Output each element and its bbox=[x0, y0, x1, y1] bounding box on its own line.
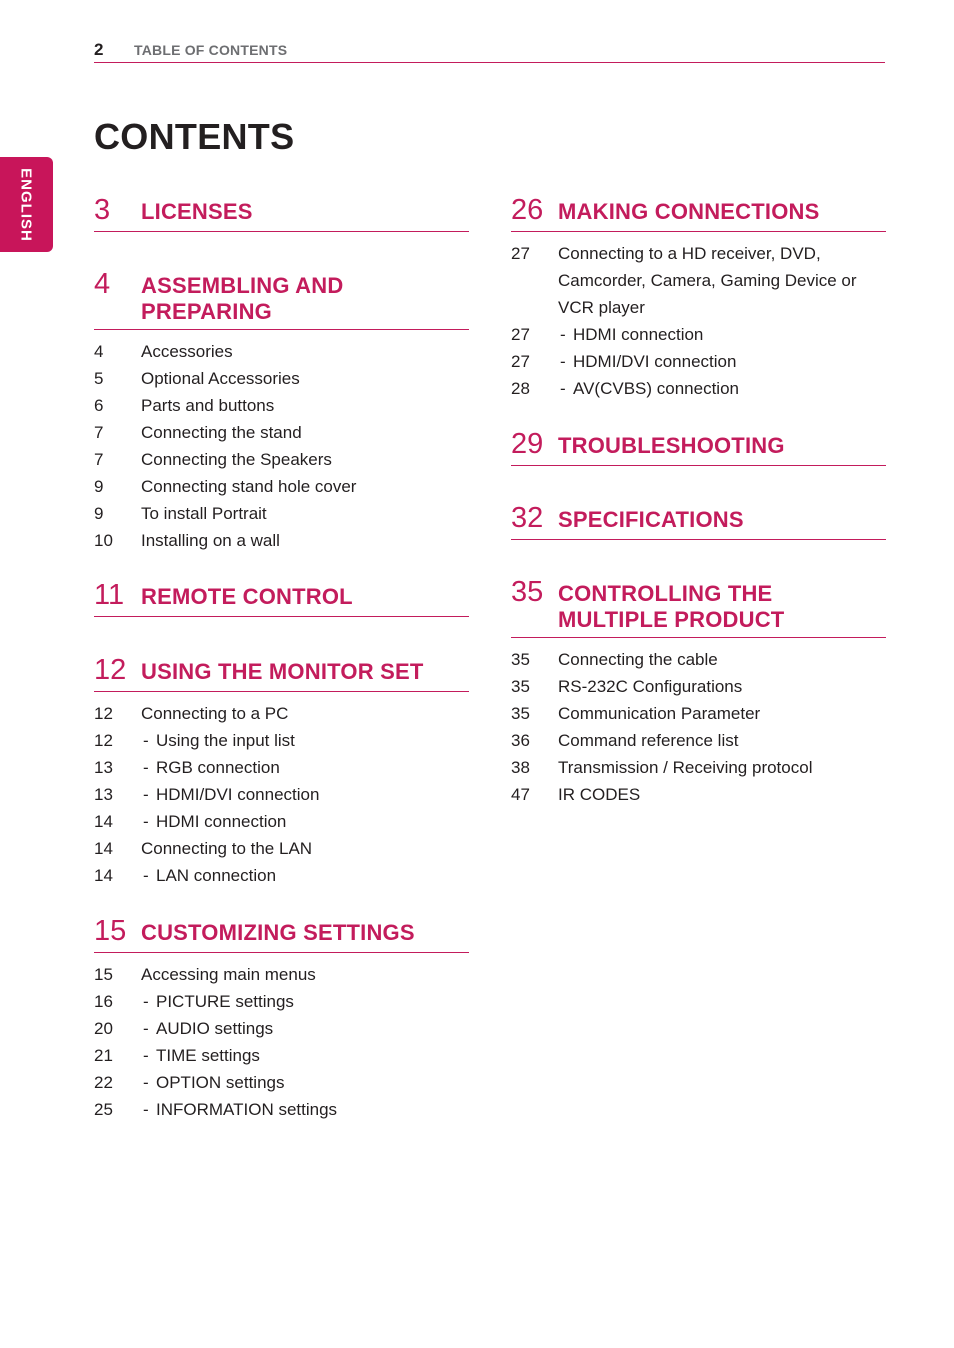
toc-subitem[interactable] bbox=[94, 1042, 469, 1069]
section-heading[interactable] bbox=[511, 193, 886, 232]
toc-item[interactable] bbox=[94, 392, 469, 419]
toc-subitem[interactable] bbox=[94, 1096, 469, 1123]
item-text: Command reference list bbox=[558, 731, 739, 750]
bullet-dash: - bbox=[560, 352, 566, 371]
header-title: TABLE OF CONTENTS bbox=[134, 42, 288, 58]
item-page: 6 bbox=[94, 396, 104, 415]
toc-item[interactable] bbox=[511, 240, 886, 321]
toc-subitem[interactable] bbox=[94, 1015, 469, 1042]
bullet-dash: - bbox=[143, 1100, 149, 1119]
item-page: 35 bbox=[511, 704, 530, 723]
section-number: 35 bbox=[511, 576, 544, 608]
item-page: 35 bbox=[511, 677, 530, 696]
toc-section bbox=[94, 578, 469, 617]
toc-section bbox=[94, 914, 469, 1123]
item-page: 35 bbox=[511, 650, 530, 669]
item-page: 5 bbox=[94, 369, 104, 388]
section-heading[interactable] bbox=[511, 427, 886, 466]
toc-item[interactable] bbox=[511, 700, 886, 727]
toc-subitem[interactable] bbox=[94, 862, 469, 889]
item-text: Connecting to a HD receiver, DVD, Camcorder, Camera, Gaming Device or VCR player bbox=[558, 244, 857, 317]
item-page: 25 bbox=[94, 1100, 113, 1119]
item-page: 27 bbox=[511, 352, 530, 371]
toc-right-column bbox=[511, 193, 886, 828]
section-number: 11 bbox=[94, 579, 125, 611]
section-heading[interactable] bbox=[94, 193, 469, 232]
item-text: TIME settings bbox=[156, 1046, 260, 1065]
section-items bbox=[94, 700, 469, 889]
toc-item[interactable] bbox=[94, 365, 469, 392]
item-page: 21 bbox=[94, 1046, 113, 1065]
item-text: HDMI connection bbox=[573, 325, 704, 344]
toc-section bbox=[94, 193, 469, 232]
item-text: To install Portrait bbox=[141, 504, 267, 523]
item-text: INFORMATION settings bbox=[156, 1100, 338, 1119]
item-page: 36 bbox=[511, 731, 530, 750]
toc-subitem[interactable] bbox=[511, 321, 886, 348]
item-text: AV(CVBS) connection bbox=[573, 379, 739, 398]
section-title: TROUBLESHOOTING bbox=[558, 433, 785, 458]
item-page: 12 bbox=[94, 704, 113, 723]
item-text: PICTURE settings bbox=[156, 992, 294, 1011]
toc-item[interactable] bbox=[511, 781, 886, 808]
item-text: Accessing main menus bbox=[141, 965, 316, 984]
item-text: Connecting the stand bbox=[141, 423, 302, 442]
section-items bbox=[94, 338, 469, 554]
toc-item[interactable] bbox=[94, 700, 469, 727]
item-page: 15 bbox=[94, 965, 113, 984]
item-text: LAN connection bbox=[156, 866, 277, 885]
toc-item[interactable] bbox=[94, 419, 469, 446]
section-items bbox=[511, 646, 886, 808]
toc-subitem[interactable] bbox=[94, 781, 469, 808]
section-number: 4 bbox=[94, 268, 111, 300]
item-text: RS-232C Configurations bbox=[558, 677, 743, 696]
bullet-dash: - bbox=[143, 731, 149, 750]
toc-item[interactable] bbox=[511, 673, 886, 700]
item-text: Connecting the Speakers bbox=[141, 450, 332, 469]
section-title: LICENSES bbox=[141, 199, 253, 224]
item-text: Transmission / Receiving protocol bbox=[558, 758, 813, 777]
language-tab-label: ENGLISH bbox=[17, 168, 35, 242]
toc-subitem[interactable] bbox=[94, 754, 469, 781]
section-heading[interactable] bbox=[94, 578, 469, 617]
item-page: 7 bbox=[94, 450, 104, 469]
item-page: 38 bbox=[511, 758, 530, 777]
section-number: 29 bbox=[511, 428, 544, 460]
item-page: 9 bbox=[94, 504, 104, 523]
bullet-dash: - bbox=[143, 1046, 149, 1065]
toc-item[interactable] bbox=[94, 500, 469, 527]
item-text: HDMI/DVI connection bbox=[156, 785, 320, 804]
bullet-dash: - bbox=[143, 866, 149, 885]
toc-subitem[interactable] bbox=[94, 808, 469, 835]
item-text: Accessories bbox=[141, 342, 233, 361]
bullet-dash: - bbox=[143, 1019, 149, 1038]
item-page: 47 bbox=[511, 785, 530, 804]
section-heading[interactable] bbox=[94, 914, 469, 953]
toc-item[interactable] bbox=[94, 473, 469, 500]
section-heading[interactable] bbox=[94, 267, 469, 330]
bullet-dash: - bbox=[560, 379, 566, 398]
item-page: 20 bbox=[94, 1019, 113, 1038]
bullet-dash: - bbox=[143, 812, 149, 831]
page-title: CONTENTS bbox=[94, 116, 295, 157]
toc-section bbox=[511, 501, 886, 540]
toc-item[interactable] bbox=[94, 446, 469, 473]
page-number: 2 bbox=[94, 40, 104, 59]
toc-item[interactable] bbox=[94, 338, 469, 365]
bullet-dash: - bbox=[143, 992, 149, 1011]
toc-item[interactable] bbox=[511, 646, 886, 673]
section-items bbox=[94, 961, 469, 1123]
item-text: Using the input list bbox=[156, 731, 295, 750]
item-text: Parts and buttons bbox=[141, 396, 275, 415]
bullet-dash: - bbox=[560, 325, 566, 344]
section-heading[interactable] bbox=[511, 575, 886, 638]
item-text: RGB connection bbox=[156, 758, 280, 777]
section-heading[interactable] bbox=[511, 501, 886, 540]
section-heading[interactable] bbox=[94, 653, 469, 692]
item-page: 4 bbox=[94, 342, 104, 361]
item-text: HDMI connection bbox=[156, 812, 287, 831]
section-number: 26 bbox=[511, 194, 544, 226]
toc-item[interactable] bbox=[94, 835, 469, 862]
item-text: Connecting stand hole cover bbox=[141, 477, 357, 496]
section-title: USING THE MONITOR SET bbox=[141, 659, 424, 684]
section-number: 15 bbox=[94, 915, 127, 947]
item-page: 14 bbox=[94, 839, 113, 858]
item-text: AUDIO settings bbox=[156, 1019, 274, 1038]
bullet-dash: - bbox=[143, 785, 149, 804]
toc-left-column bbox=[94, 193, 469, 1143]
toc-subitem[interactable] bbox=[94, 727, 469, 754]
item-text: Connecting to a PC bbox=[141, 704, 289, 723]
item-page: 27 bbox=[511, 244, 530, 263]
toc-section bbox=[94, 267, 469, 554]
item-page: 14 bbox=[94, 812, 113, 831]
item-page: 16 bbox=[94, 992, 113, 1011]
item-text: Connecting to the LAN bbox=[141, 839, 313, 858]
toc-section bbox=[511, 427, 886, 466]
item-text: OPTION settings bbox=[156, 1073, 285, 1092]
section-number: 12 bbox=[94, 654, 127, 686]
toc-subitem[interactable] bbox=[94, 988, 469, 1015]
item-page: 13 bbox=[94, 785, 113, 804]
toc-item[interactable] bbox=[511, 727, 886, 754]
toc-subitem[interactable] bbox=[94, 1069, 469, 1096]
item-page: 28 bbox=[511, 379, 530, 398]
item-text: Installing on a wall bbox=[141, 531, 280, 550]
item-text: HDMI/DVI connection bbox=[573, 352, 737, 371]
bullet-dash: - bbox=[143, 1073, 149, 1092]
item-page: 10 bbox=[94, 531, 113, 550]
section-number: 32 bbox=[511, 502, 544, 534]
toc-subitem[interactable] bbox=[511, 375, 886, 402]
toc-section bbox=[511, 575, 886, 808]
section-title: CUSTOMIZING SETTINGS bbox=[141, 920, 415, 945]
item-page: 13 bbox=[94, 758, 113, 777]
item-page: 14 bbox=[94, 866, 113, 885]
language-tab bbox=[0, 157, 53, 252]
item-text: Optional Accessories bbox=[141, 369, 300, 388]
item-text: IR CODES bbox=[558, 785, 641, 804]
section-items bbox=[511, 240, 886, 402]
toc-item[interactable] bbox=[511, 754, 886, 781]
section-title: REMOTE CONTROL bbox=[141, 584, 353, 609]
bullet-dash: - bbox=[143, 758, 149, 777]
item-page: 22 bbox=[94, 1073, 113, 1092]
item-text: Connecting the cable bbox=[558, 650, 718, 669]
item-text: Communication Parameter bbox=[558, 704, 761, 723]
section-title: ASSEMBLING AND PREPARING bbox=[141, 273, 344, 324]
section-title: SPECIFICATIONS bbox=[558, 507, 744, 532]
page-header bbox=[94, 38, 885, 63]
item-page: 7 bbox=[94, 423, 104, 442]
toc-item[interactable] bbox=[94, 527, 469, 554]
item-page: 12 bbox=[94, 731, 113, 750]
item-page: 27 bbox=[511, 325, 530, 344]
toc-section bbox=[511, 193, 886, 402]
toc-section bbox=[94, 653, 469, 889]
section-title: CONTROLLING THE MULTIPLE PRODUCT bbox=[558, 581, 785, 632]
section-title: MAKING CONNECTIONS bbox=[558, 199, 820, 224]
section-number: 3 bbox=[94, 194, 111, 226]
item-page: 9 bbox=[94, 477, 104, 496]
toc-subitem[interactable] bbox=[511, 348, 886, 375]
toc-item[interactable] bbox=[94, 961, 469, 988]
